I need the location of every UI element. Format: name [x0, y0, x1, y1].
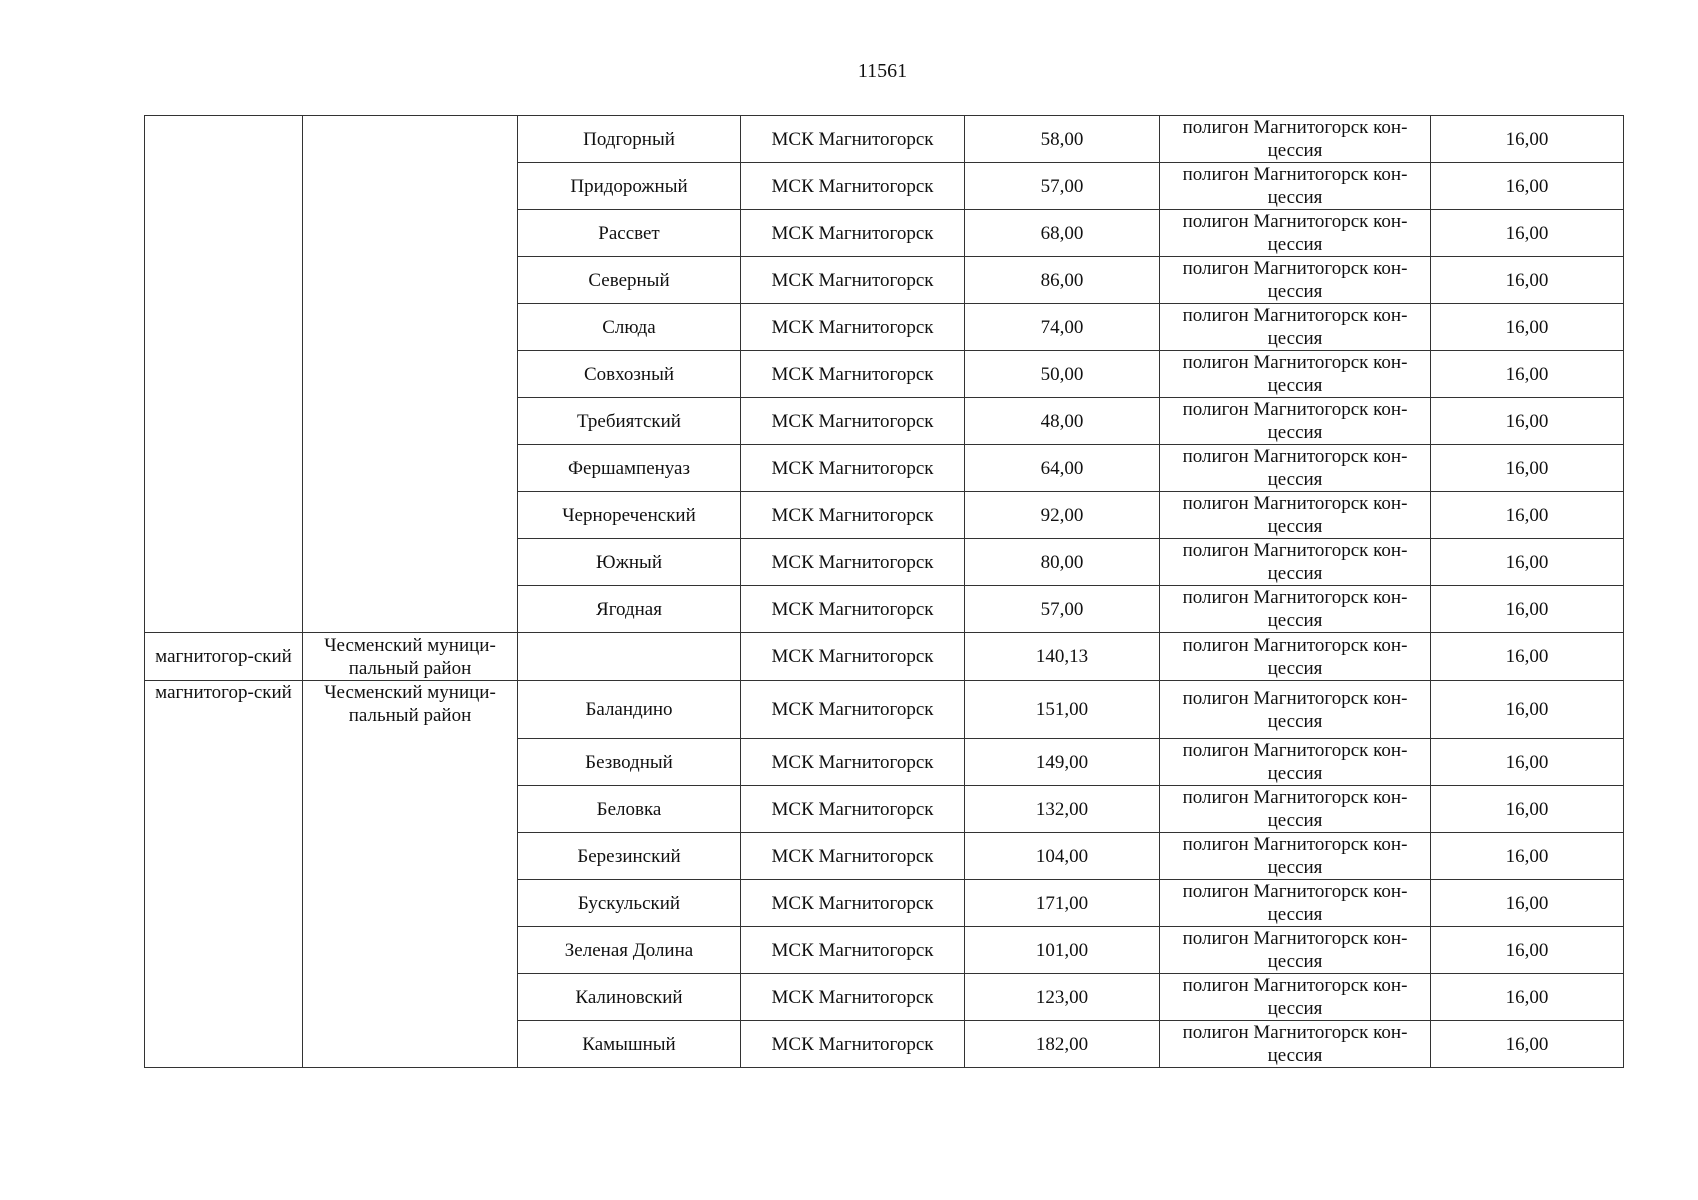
zone-cell: магнитогор-ский — [145, 633, 303, 681]
rate-cell: 16,00 — [1431, 786, 1624, 833]
distance-cell: 80,00 — [965, 539, 1160, 586]
settlement-cell: Южный — [518, 539, 741, 586]
distance-cell: 57,00 — [965, 586, 1160, 633]
settlement-cell: Чернореченский — [518, 492, 741, 539]
settlement-cell: Придорожный — [518, 163, 741, 210]
operator-cell: МСК Магнитогорск — [741, 927, 965, 974]
operator-cell: МСК Магнитогорск — [741, 210, 965, 257]
district-cell: Чесменский муници-пальный район — [303, 681, 518, 1068]
destination-cell: полигон Магнитогорск кон-цессия — [1160, 786, 1431, 833]
operator-cell: МСК Магнитогорск — [741, 351, 965, 398]
destination-cell: полигон Магнитогорск кон-цессия — [1160, 351, 1431, 398]
operator-cell: МСК Магнитогорск — [741, 681, 965, 739]
operator-cell: МСК Магнитогорск — [741, 492, 965, 539]
operator-cell: МСК Магнитогорск — [741, 633, 965, 681]
rate-cell: 16,00 — [1431, 974, 1624, 1021]
rate-cell: 16,00 — [1431, 163, 1624, 210]
rate-cell: 16,00 — [1431, 539, 1624, 586]
destination-cell: полигон Магнитогорск кон-цессия — [1160, 539, 1431, 586]
rate-cell: 16,00 — [1431, 927, 1624, 974]
operator-cell: МСК Магнитогорск — [741, 833, 965, 880]
operator-cell: МСК Магнитогорск — [741, 398, 965, 445]
settlement-cell: Фершампенуаз — [518, 445, 741, 492]
zone-cell: магнитогор-ский — [145, 681, 303, 1068]
settlement-cell: Зеленая Долина — [518, 927, 741, 974]
distance-cell: 57,00 — [965, 163, 1160, 210]
destination-cell: полигон Магнитогорск кон-цессия — [1160, 163, 1431, 210]
distance-cell: 74,00 — [965, 304, 1160, 351]
rate-cell: 16,00 — [1431, 116, 1624, 163]
destination-cell: полигон Магнитогорск кон-цессия — [1160, 586, 1431, 633]
destination-cell: полигон Магнитогорск кон-цессия — [1160, 974, 1431, 1021]
rate-cell: 16,00 — [1431, 257, 1624, 304]
settlement-cell: Бускульский — [518, 880, 741, 927]
zone-cell — [145, 116, 303, 633]
rate-cell: 16,00 — [1431, 492, 1624, 539]
settlement-cell: Требиятский — [518, 398, 741, 445]
operator-cell: МСК Магнитогорск — [741, 880, 965, 927]
settlement-cell: Баландино — [518, 681, 741, 739]
settlement-cell: Рассвет — [518, 210, 741, 257]
distance-cell: 50,00 — [965, 351, 1160, 398]
rate-cell: 16,00 — [1431, 833, 1624, 880]
distance-cell: 86,00 — [965, 257, 1160, 304]
page-number: 11561 — [857, 60, 908, 82]
distance-cell: 151,00 — [965, 681, 1160, 739]
operator-cell: МСК Магнитогорск — [741, 586, 965, 633]
distance-cell: 123,00 — [965, 974, 1160, 1021]
rate-cell: 16,00 — [1431, 1021, 1624, 1068]
district-cell — [303, 116, 518, 633]
settlement-cell: Слюда — [518, 304, 741, 351]
table-row — [145, 633, 1624, 681]
destination-cell: полигон Магнитогорск кон-цессия — [1160, 210, 1431, 257]
distance-cell: 64,00 — [965, 445, 1160, 492]
operator-cell: МСК Магнитогорск — [741, 974, 965, 1021]
rate-cell: 16,00 — [1431, 739, 1624, 786]
table-row — [145, 681, 1624, 739]
destination-cell: полигон Магнитогорск кон-цессия — [1160, 304, 1431, 351]
table-body — [145, 116, 1624, 1068]
distance-cell: 132,00 — [965, 786, 1160, 833]
settlement-cell: Ягодная — [518, 586, 741, 633]
rate-cell: 16,00 — [1431, 398, 1624, 445]
distance-cell: 140,13 — [965, 633, 1160, 681]
operator-cell: МСК Магнитогорск — [741, 539, 965, 586]
destination-cell: полигон Магнитогорск кон-цессия — [1160, 398, 1431, 445]
table-row — [145, 116, 1624, 163]
rate-cell: 16,00 — [1431, 445, 1624, 492]
settlement-cell: Калиновский — [518, 974, 741, 1021]
operator-cell: МСК Магнитогорск — [741, 445, 965, 492]
settlement-cell: Березинский — [518, 833, 741, 880]
distance-cell: 182,00 — [965, 1021, 1160, 1068]
operator-cell: МСК Магнитогорск — [741, 304, 965, 351]
distance-cell: 149,00 — [965, 739, 1160, 786]
rate-cell: 16,00 — [1431, 681, 1624, 739]
distance-cell: 48,00 — [965, 398, 1160, 445]
destination-cell: полигон Магнитогорск кон-цессия — [1160, 880, 1431, 927]
operator-cell: МСК Магнитогорск — [741, 786, 965, 833]
settlement-cell — [518, 633, 741, 681]
destination-cell: полигон Магнитогорск кон-цессия — [1160, 681, 1431, 739]
settlement-cell: Беловка — [518, 786, 741, 833]
distance-cell: 101,00 — [965, 927, 1160, 974]
settlement-cell: Безводный — [518, 739, 741, 786]
distance-cell: 68,00 — [965, 210, 1160, 257]
destination-cell: полигон Магнитогорск кон-цессия — [1160, 1021, 1431, 1068]
settlement-cell: Подгорный — [518, 116, 741, 163]
settlement-cell: Северный — [518, 257, 741, 304]
destination-cell: полигон Магнитогорск кон-цессия — [1160, 257, 1431, 304]
distance-cell: 104,00 — [965, 833, 1160, 880]
destination-cell: полигон Магнитогорск кон-цессия — [1160, 445, 1431, 492]
rate-cell: 16,00 — [1431, 351, 1624, 398]
settlement-cell: Камышный — [518, 1021, 741, 1068]
rate-cell: 16,00 — [1431, 210, 1624, 257]
rate-cell: 16,00 — [1431, 304, 1624, 351]
data-table — [144, 115, 1624, 1068]
distance-cell: 171,00 — [965, 880, 1160, 927]
destination-cell: полигон Магнитогорск кон-цессия — [1160, 739, 1431, 786]
destination-cell: полигон Магнитогорск кон-цессия — [1160, 833, 1431, 880]
distance-cell: 58,00 — [965, 116, 1160, 163]
distance-cell: 92,00 — [965, 492, 1160, 539]
destination-cell: полигон Магнитогорск кон-цессия — [1160, 927, 1431, 974]
operator-cell: МСК Магнитогорск — [741, 1021, 965, 1068]
operator-cell: МСК Магнитогорск — [741, 163, 965, 210]
operator-cell: МСК Магнитогорск — [741, 116, 965, 163]
rate-cell: 16,00 — [1431, 586, 1624, 633]
destination-cell: полигон Магнитогорск кон-цессия — [1160, 633, 1431, 681]
rate-cell: 16,00 — [1431, 633, 1624, 681]
settlement-cell: Совхозный — [518, 351, 741, 398]
destination-cell: полигон Магнитогорск кон-цессия — [1160, 492, 1431, 539]
rate-cell: 16,00 — [1431, 880, 1624, 927]
destination-cell: полигон Магнитогорск кон-цессия — [1160, 116, 1431, 163]
district-cell: Чесменский муници-пальный район — [303, 633, 518, 681]
operator-cell: МСК Магнитогорск — [741, 739, 965, 786]
operator-cell: МСК Магнитогорск — [741, 257, 965, 304]
